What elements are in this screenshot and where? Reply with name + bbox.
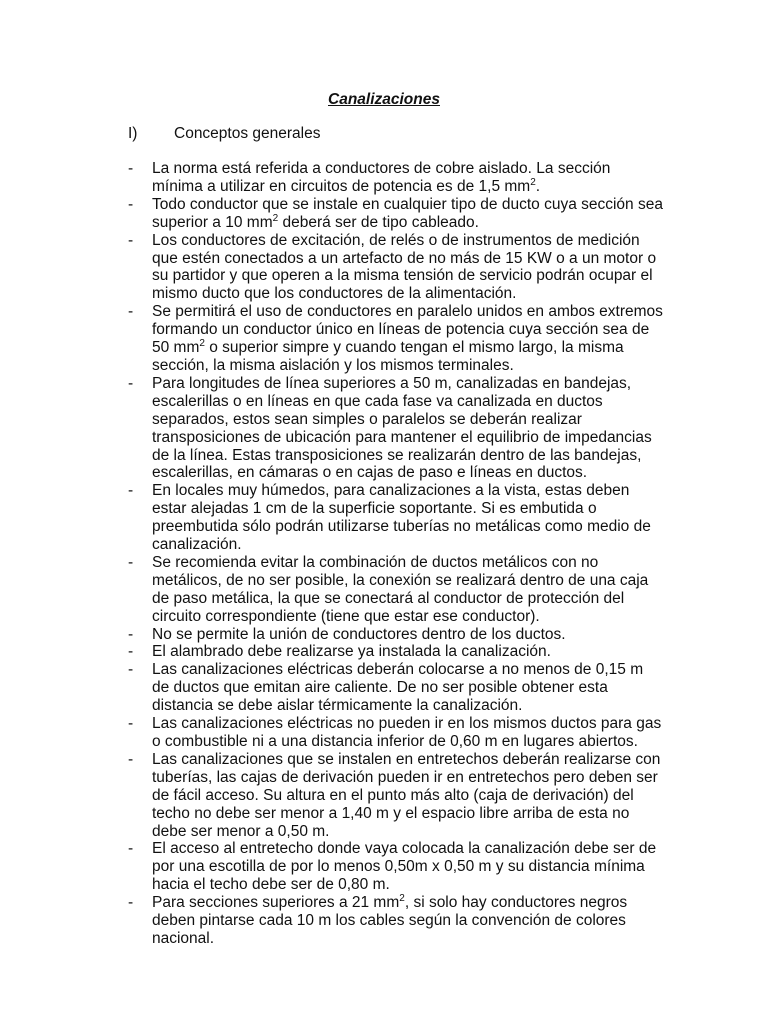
list-item-text xyxy=(152,160,610,195)
list-item-text xyxy=(152,840,656,893)
section-label: Conceptos generales xyxy=(174,125,321,142)
document-title: Canalizaciones xyxy=(328,91,440,108)
bullet-list xyxy=(128,160,664,948)
list-bullet: - xyxy=(128,750,134,768)
superscript-exponent: 2 xyxy=(399,893,405,905)
list-item xyxy=(128,894,664,948)
section-number: I) xyxy=(128,125,138,142)
list-item-text-main: En locales muy húmedos, para canalizaciones a la vista, estas deben estar alejadas 1 cm de la superficie soportante. Si es embutida o preembutida sólo podrán utilizarse tuberías no metálicas como medio de canalización. xyxy=(152,482,651,554)
list-item-text-tail: . xyxy=(535,177,541,195)
list-item xyxy=(128,232,664,304)
list-item xyxy=(128,840,664,894)
list-item-text-tail: o superior simpre y cuando tengan el mismo largo, la misma sección, la misma aislación y los mismos terminales. xyxy=(152,339,624,374)
list-item-text xyxy=(152,375,652,482)
list-item-text-main: Para secciones superiores a 21 mm xyxy=(152,894,400,912)
list-item-text-main: No se permite la unión de conductores dentro de los ductos. xyxy=(152,625,566,643)
list-item-text xyxy=(152,751,660,840)
list-item-text xyxy=(152,232,656,303)
list-bullet: - xyxy=(128,553,134,571)
list-item-text-main: Las canalizaciones que se instalen en entretechos deberán realizarse con tuberías, las cajas de derivación pueden ir en entretechos pero deben ser de fácil acceso. Su altura en el punto más alto (caja de derivación) del techo no debe ser menor a 1,40 m y el espacio libre arriba de esta no debe ser menor a 0,50 m. xyxy=(152,750,661,840)
list-item-text xyxy=(152,482,651,553)
list-item-text-tail: deberá ser de tipo cableado. xyxy=(278,213,479,231)
list-item-text xyxy=(152,626,566,643)
list-bullet: - xyxy=(128,374,134,392)
list-item-text-main: El acceso al entretecho donde vaya colocada la canalización debe ser de por una escotilla de por lo menos 0,50m x 0,50 m y su distancia mínima hacia el techo debe ser de 0,80 m. xyxy=(152,840,657,894)
list-item-text-main: Se permitirá el uso de conductores en paralelo unidos en ambos extremos formando un conductor único en líneas de potencia cuya sección sea de 50 mm xyxy=(152,303,663,357)
list-item xyxy=(128,643,664,661)
list-item xyxy=(128,715,664,751)
list-item xyxy=(128,196,664,232)
list-item-text-main: Las canalizaciones eléctricas no pueden ir en los mismos ductos para gas o combustible ni a una distancia inferior de 0,60 m en lugares abiertos. xyxy=(152,715,662,750)
list-item-text-main: El alambrado debe realizarse ya instalada la canalización. xyxy=(152,643,551,661)
list-item-text-main: La norma está referida a conductores de cobre aislado. La sección mínima a utilizar en circuitos de potencia es de 1,5 mm xyxy=(152,160,611,195)
list-bullet: - xyxy=(128,482,134,500)
list-item-text-main: Todo conductor que se instale en cualquier tipo de ducto cuya sección sea superior a 10 mm xyxy=(152,195,663,231)
list-bullet: - xyxy=(128,231,134,249)
list-item xyxy=(128,661,664,715)
list-item-text-main: Para longitudes de línea superiores a 50 m, canalizadas en bandejas, escalerillas o en líneas en que cada fase va canalizada en ductos separados, estos sean simples o paralelos se deberán realizar transposiciones de ubicación para mantener el equilibrio de impedancias de la línea. Estas transposiciones se realizarán dentro de las bandejas, escalerillas, en cámaras o en cajas de paso e líneas en ductos. xyxy=(152,374,652,482)
list-item-text-tail: , si solo hay conductores negros deben pintarse cada 10 m los cables según la convención de colores nacional. xyxy=(152,894,628,947)
list-bullet: - xyxy=(128,643,134,661)
list-bullet: - xyxy=(128,894,134,912)
list-item-text xyxy=(152,894,627,947)
list-item-text-main: Las canalizaciones eléctricas deberán colocarse a no menos de 0,15 m de ductos que emitan aire caliente. De no ser posible obtener esta distancia se debe aislar térmicamente la canalización. xyxy=(152,661,644,715)
list-bullet: - xyxy=(128,303,134,321)
list-item xyxy=(128,160,664,196)
list-bullet: - xyxy=(128,625,134,643)
list-bullet: - xyxy=(128,840,134,858)
list-bullet: - xyxy=(128,661,134,679)
list-item-text xyxy=(152,303,663,374)
superscript-exponent: 2 xyxy=(199,338,205,350)
list-item-text-main: Se recomienda evitar la combinación de ductos metálicos con no metálicos, de no ser posible, la conexión se realizará dentro de una caja de paso metálica, la que se conectará al conductor de protección del circuito correspondiente (tiene que estar ese conductor). xyxy=(152,553,649,625)
list-bullet: - xyxy=(128,715,134,733)
list-item xyxy=(128,554,664,626)
list-bullet: - xyxy=(128,195,134,213)
list-item-text-main: Los conductores de excitación, de relés o de instrumentos de medición que estén conectados a un artefacto de no más de 15 KW o a un motor o su partidor y que operen a la misma tensión de servicio podrán ocupar el mismo ducto que los conductores de la alimentación. xyxy=(152,231,657,303)
list-item-text xyxy=(152,715,661,750)
list-item-text xyxy=(152,196,663,231)
list-item xyxy=(128,375,664,482)
list-item-text xyxy=(152,554,648,625)
list-item xyxy=(128,482,664,554)
superscript-exponent: 2 xyxy=(272,212,279,224)
list-item xyxy=(128,751,664,841)
list-item-text xyxy=(152,661,643,714)
list-bullet: - xyxy=(128,160,134,177)
list-item xyxy=(128,626,664,644)
superscript-exponent: 2 xyxy=(530,176,536,188)
list-item xyxy=(128,303,664,375)
list-item-text xyxy=(152,643,551,660)
